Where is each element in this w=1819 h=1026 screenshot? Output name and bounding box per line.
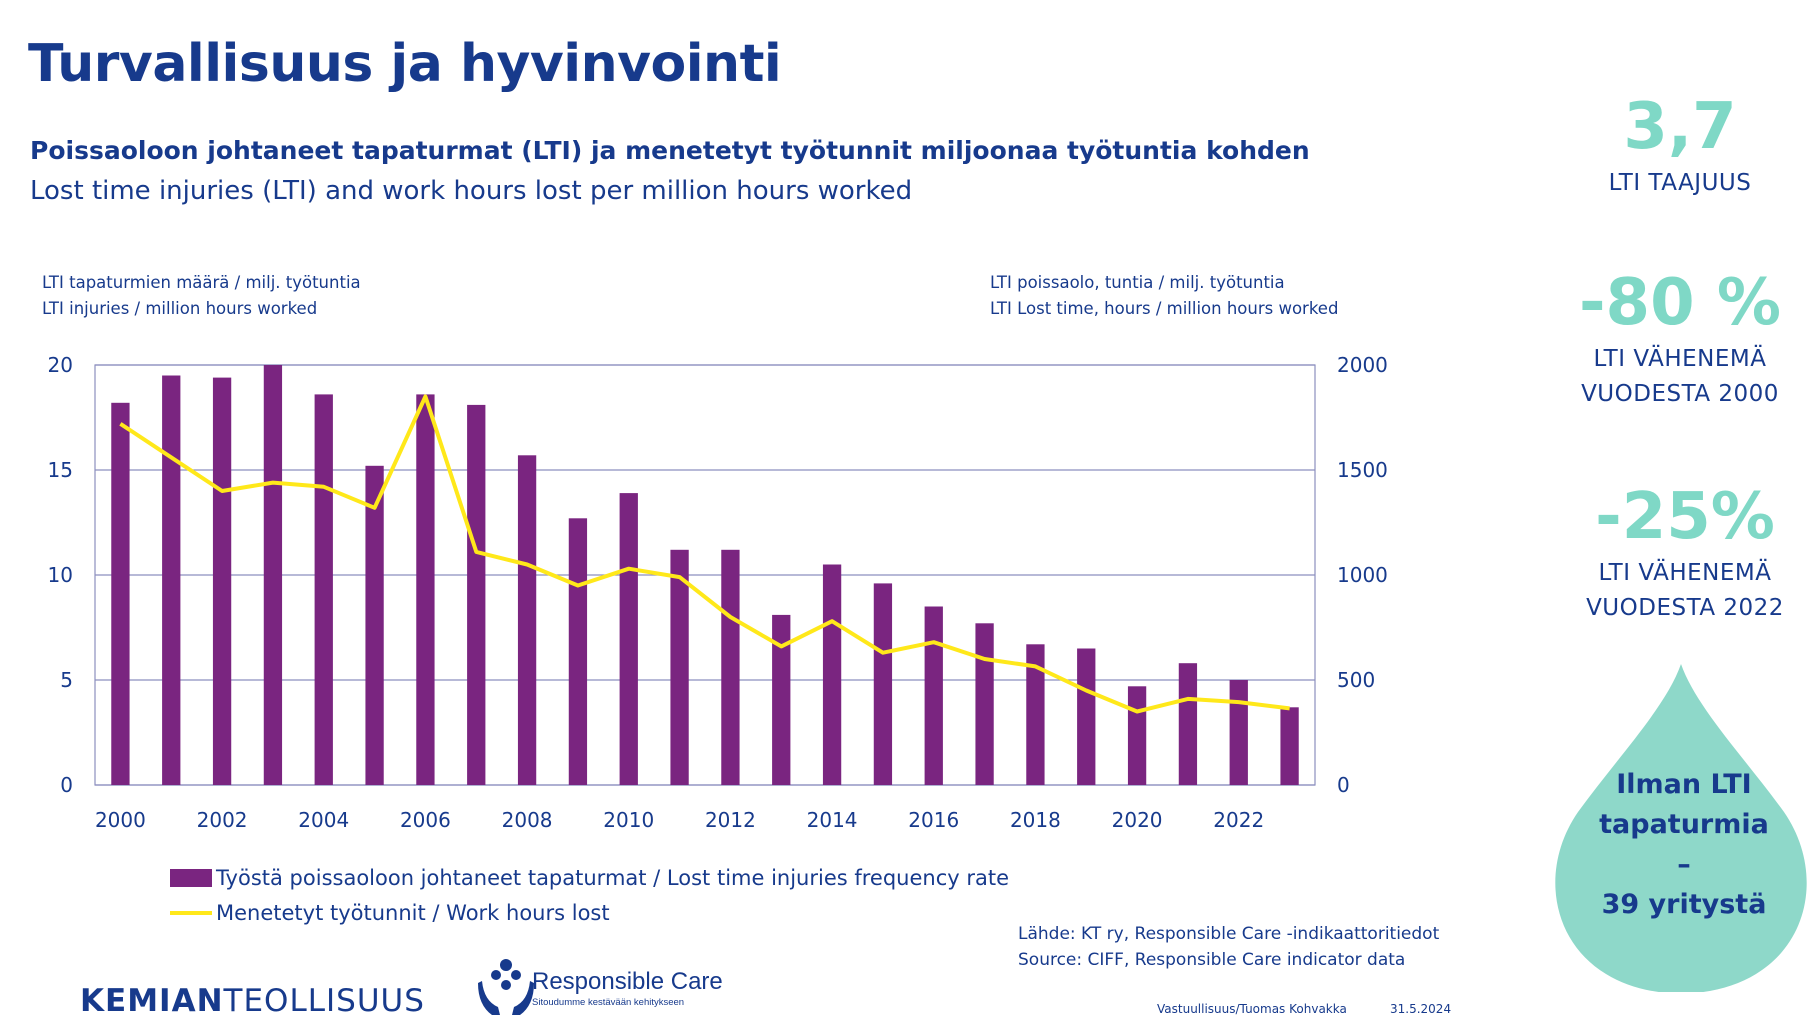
legend-item-injuries	[170, 866, 1009, 890]
kpi-reduction-2000-label-line1: LTI VÄHENEMÄ	[1593, 346, 1767, 372]
right-axis-caption-en: LTI Lost time, hours / million hours worked	[990, 299, 1339, 318]
footer-date: 31.5.2024	[1390, 1002, 1452, 1016]
bar	[721, 550, 739, 785]
bar	[264, 365, 282, 785]
page-title: Turvallisuus ja hyvinvointi	[28, 34, 782, 94]
right-axis-caption-fi: LTI poissaolo, tuntia / milj. työtuntia	[990, 273, 1285, 292]
bar	[925, 607, 943, 786]
kpi-reduction-2000-label	[1530, 342, 1819, 412]
drop-line1: Ilman LTI	[1616, 769, 1752, 800]
source-note	[1018, 921, 1439, 973]
y-left-tick-label: 5	[60, 668, 73, 692]
source-fi: Lähde: KT ry, Responsible Care -indikaattoritiedot	[1018, 924, 1440, 944]
bar	[569, 518, 587, 785]
y-left-tick-label: 10	[47, 563, 73, 587]
bar	[365, 466, 383, 785]
y-right-tick-label: 500	[1337, 668, 1376, 692]
legend-label-injuries: Työstä poissaoloon johtaneet tapaturmat / Lost time injuries frequency rate	[216, 866, 1010, 890]
bar	[670, 550, 688, 785]
left-axis-caption	[42, 270, 361, 322]
kpi-reduction-2022-value: -25%	[1595, 480, 1775, 554]
x-tick-label: 2018	[1009, 808, 1061, 832]
subtitle-finnish: Poissaoloon johtaneet tapaturmat (LTI) ja menetetyt työtunnit miljoonaa työtuntia kohden	[30, 136, 1310, 165]
bar	[518, 455, 536, 785]
bar	[111, 403, 129, 785]
kpi-reduction-2022-label	[1535, 556, 1819, 626]
y-right-tick-label: 1500	[1337, 458, 1388, 482]
kpi-lti-frequency-label-line: LTI TAAJUUS	[1608, 170, 1752, 196]
kpi-lti-frequency-label	[1530, 166, 1819, 201]
drop-line3: –	[1677, 849, 1691, 880]
bar	[1230, 680, 1248, 785]
bar	[315, 394, 333, 785]
rc-tagline: Sitoudumme kestävään kehitykseen	[532, 997, 685, 1008]
legend-bar-swatch	[170, 869, 212, 887]
x-tick-label: 2020	[1111, 808, 1163, 832]
x-tick-label: 2000	[94, 808, 146, 832]
x-tick-label: 2008	[501, 808, 553, 832]
bar	[467, 405, 485, 785]
drop-line2: tapaturmia	[1599, 809, 1769, 840]
left-axis-caption-en: LTI injuries / million hours worked	[42, 299, 318, 318]
bar	[823, 565, 841, 786]
subtitle-english: Lost time injuries (LTI) and work hours lost per million hours worked	[30, 176, 913, 206]
bar	[1128, 686, 1146, 785]
bar	[416, 394, 434, 785]
kpi-reduction-2022-label-line2: VUODESTA 2022	[1586, 595, 1784, 621]
kpi-lti-frequency-value: 3,7	[1623, 90, 1737, 164]
y-left-tick-label: 15	[47, 458, 73, 482]
drop-line4: 39 yritystä	[1601, 889, 1767, 920]
bar	[213, 378, 231, 785]
x-tick-label: 2016	[908, 808, 960, 832]
x-tick-label: 2022	[1213, 808, 1265, 832]
y-right-tick-label: 0	[1337, 773, 1350, 797]
responsible-care-hands-icon	[478, 959, 534, 1015]
responsible-care-logo	[478, 955, 748, 1017]
drop-text	[1560, 765, 1808, 925]
bar	[1280, 707, 1298, 785]
series-line-hours-lost	[120, 397, 1289, 712]
kpi-reduction-2000-label-line2: VUODESTA 2000	[1581, 381, 1779, 407]
brand-bold: KEMIAN	[80, 983, 224, 1019]
y-left-tick-label: 20	[47, 353, 73, 377]
x-tick-label: 2006	[399, 808, 451, 832]
left-axis-caption-fi: LTI tapaturmien määrä / milj. työtuntia	[42, 273, 361, 292]
y-right-tick-label: 2000	[1337, 353, 1388, 377]
lti-chart	[0, 340, 1420, 840]
bar	[874, 583, 892, 785]
bar	[1077, 649, 1095, 786]
right-axis-caption	[990, 270, 1338, 322]
footer-author: Vastuullisuus/Tuomas Kohvakka	[1157, 1002, 1347, 1016]
legend-line-swatch	[170, 911, 212, 915]
bar	[1179, 663, 1197, 785]
bar	[620, 493, 638, 785]
kemianteollisuus-logo	[80, 983, 425, 1019]
brand-light: TEOLLISUUS	[223, 983, 425, 1019]
source-en: Source: CIFF, Responsible Care indicator data	[1018, 950, 1406, 970]
kpi-reduction-2022-label-line1: LTI VÄHENEMÄ	[1598, 560, 1772, 586]
x-tick-label: 2002	[196, 808, 248, 832]
bar	[162, 376, 180, 786]
legend-item-hours-lost	[170, 901, 610, 925]
rc-name: Responsible Care	[532, 968, 723, 995]
y-right-tick-label: 1000	[1337, 563, 1388, 587]
bar	[975, 623, 993, 785]
y-left-tick-label: 0	[60, 773, 73, 797]
x-tick-label: 2012	[704, 808, 756, 832]
legend-label-hours-lost: Menetetyt työtunnit / Work hours lost	[216, 901, 610, 925]
x-tick-label: 2004	[298, 808, 350, 832]
kpi-reduction-2000-value: -80 %	[1578, 266, 1782, 340]
line-series	[120, 397, 1289, 712]
x-tick-label: 2014	[806, 808, 858, 832]
x-tick-label: 2010	[603, 808, 655, 832]
